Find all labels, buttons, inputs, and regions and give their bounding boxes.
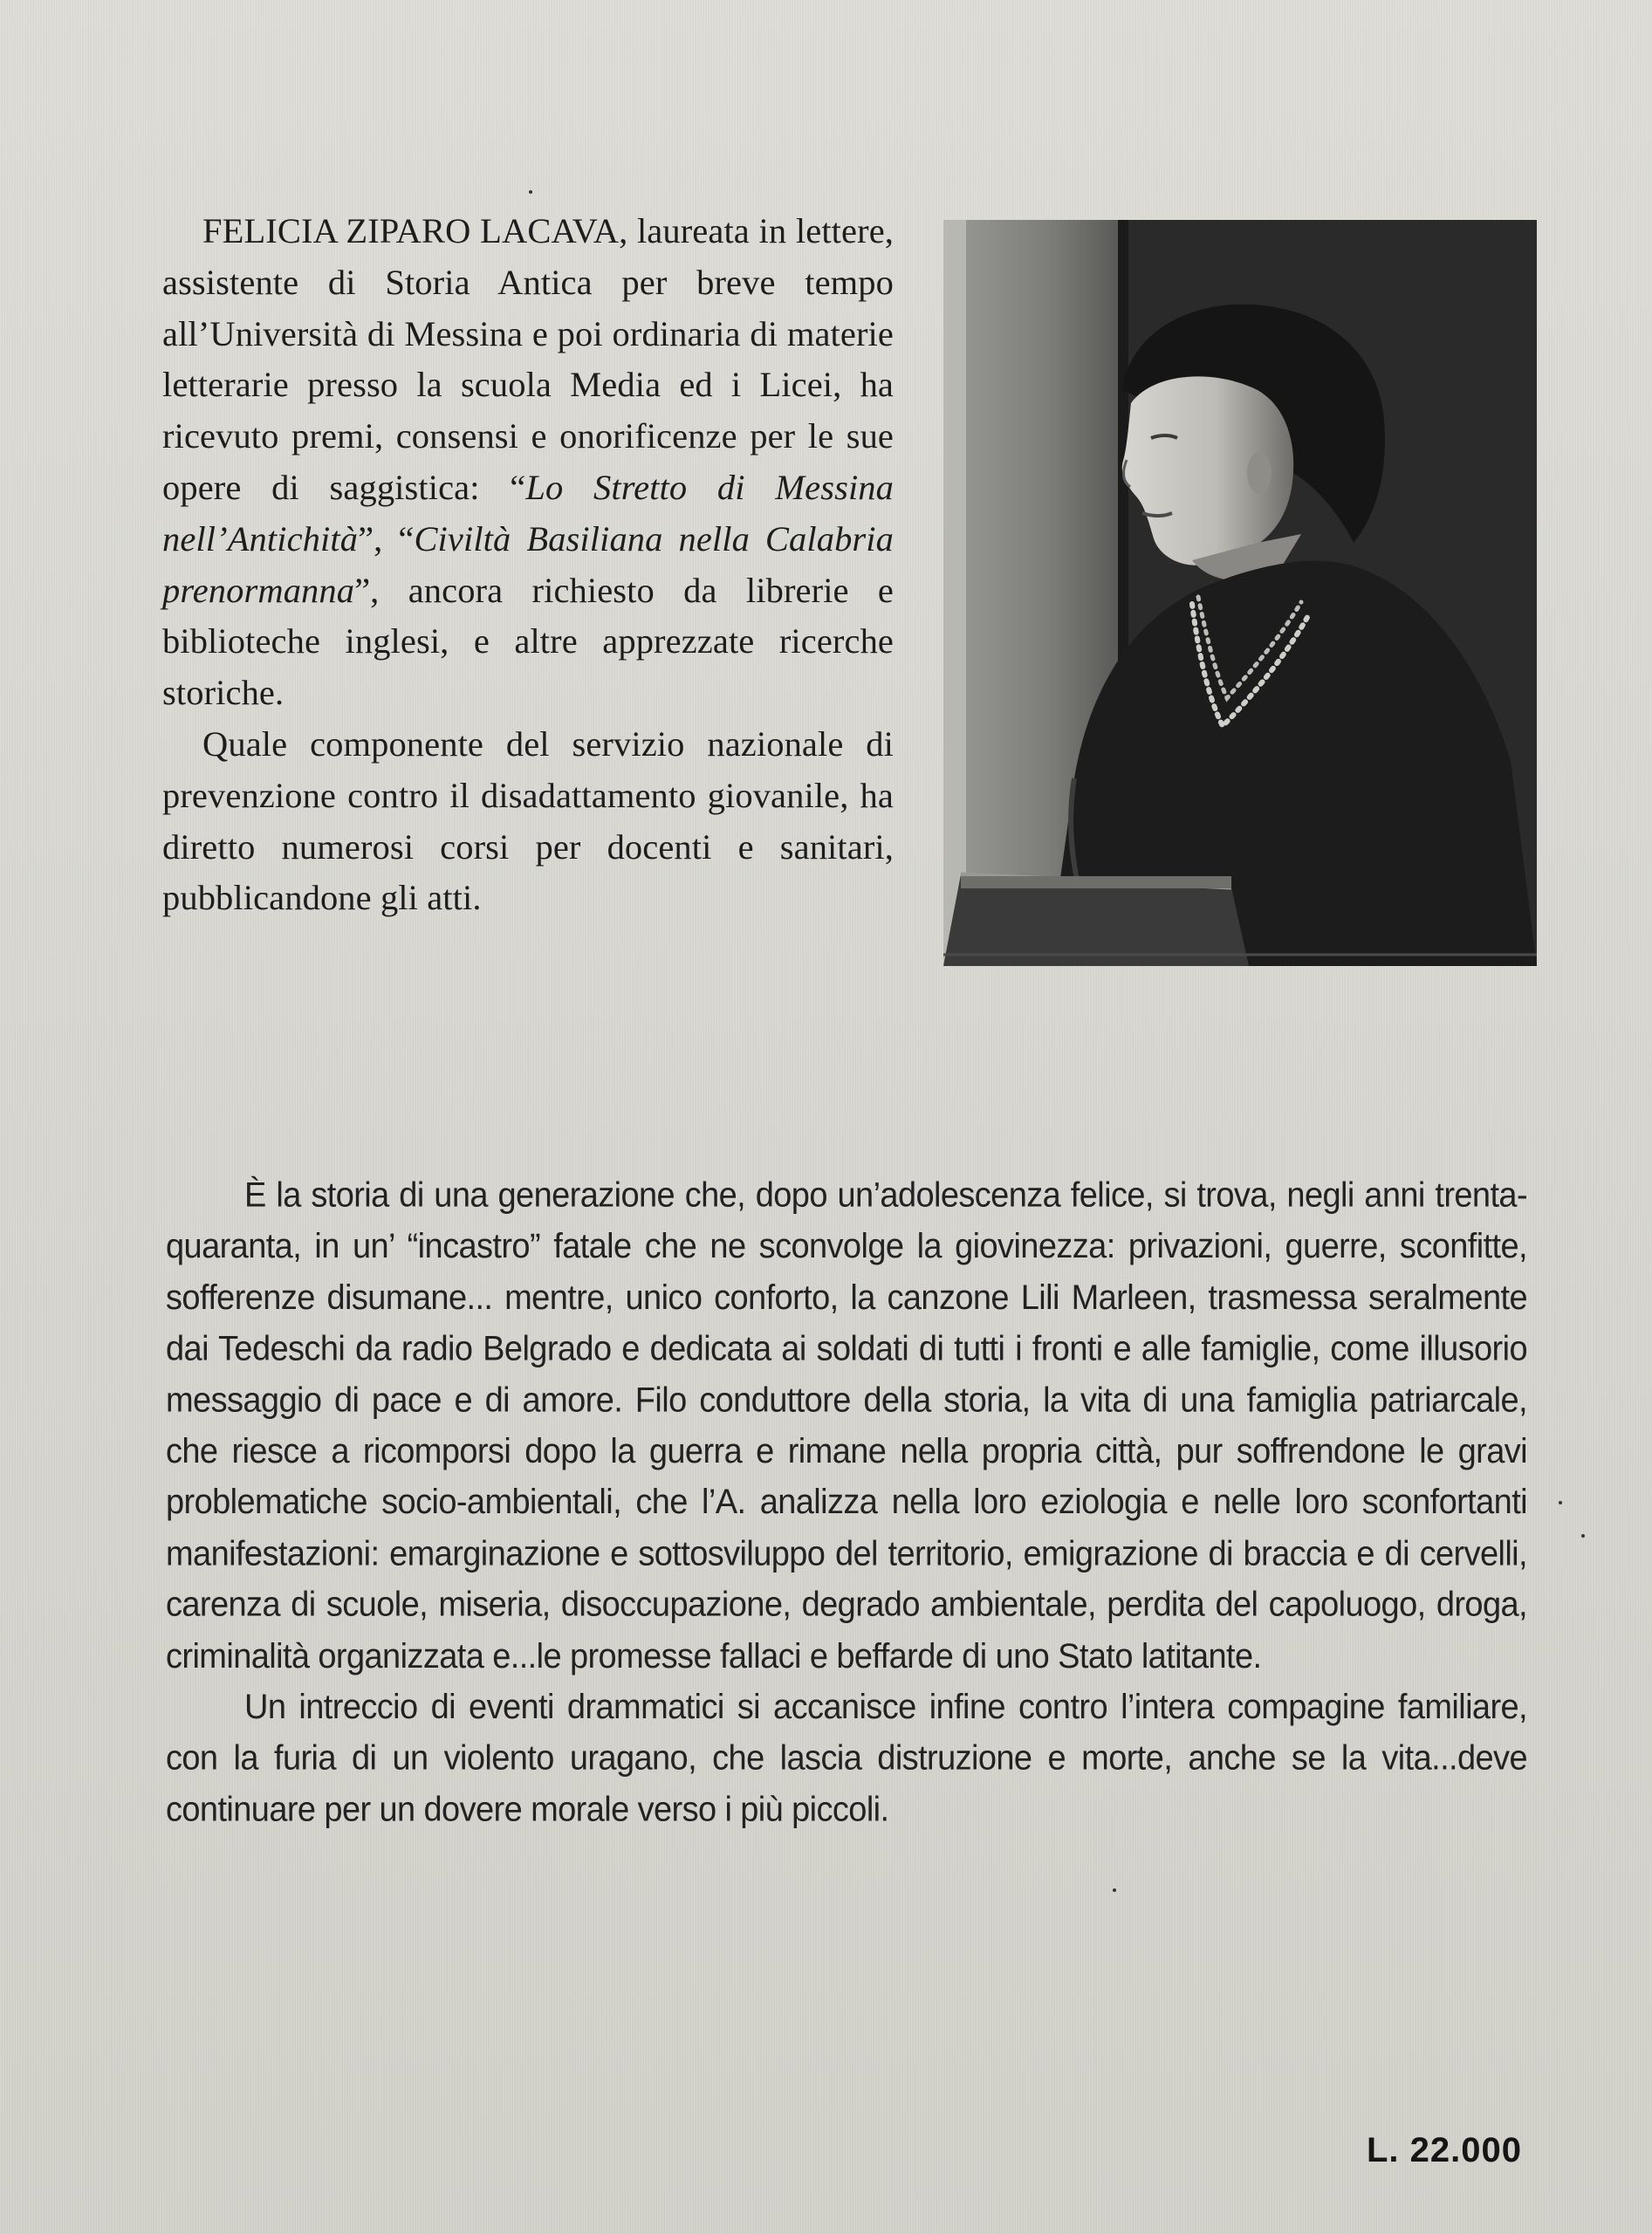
synopsis-paragraph-1: È la storia di una generazione che, dopo un’adolescenza felice, si trova, negli anni trenta-quaranta, in un’ “incastro” fatale che ne sconvolge la giovinezza: privazioni, guerre, sconfitte, sofferenze disumane... mentre, unico conforto, la canzone Lili Marleen, trasmessa seralmente dai Tedeschi da radio Belgrado e dedicata ai soldati di tutti i fronti e alle famiglie, come illusorio messaggio di pace e di amore. Filo conduttore della storia, la vita di una famiglia patriarcale, che riesce a ricomporsi dopo la guerra e rimane nella propria città, pur soffrendone le gravi problematiche socio-ambientali, che l’A. analizza nella loro eziologia e nelle loro sconfortanti manifestazioni: emarginazione e sottosviluppo del territorio, emigrazione di braccia e di cervelli, carenza di scuole, miseria, disoccupazione, degrado ambientale, perdita del capoluogo, droga, criminalità organizzata e...le promesse fallaci e beffarde di uno Stato latitante.	[166, 1176, 1527, 1676]
print-speck	[529, 190, 532, 194]
author-bio	[162, 206, 894, 924]
book-title-2: Civiltà Basiliana nella Calabria prenormanna	[162, 518, 894, 610]
print-speck	[1113, 1888, 1116, 1892]
author-name: FELICIA ZIPARO LACAVA	[202, 211, 620, 250]
author-portrait-icon	[943, 220, 1537, 966]
bio-text-c: ”, ancora richiesto da librerie e biblioteche inglesi, e altre apprezzate ricerche storiche.	[162, 570, 894, 713]
print-speck	[1559, 1501, 1562, 1504]
bio-paragraph-2: Quale componente del servizio nazionale di prevenzione contro il disadattamento giovanile, ha diretto numerosi corsi per docenti e sanitari, pubblicandone gli atti.	[162, 723, 894, 918]
synopsis-paragraph-2: Un intreccio di eventi drammatici si accanisce infine contro l’intera compagine familiare, con la furia di un violento uragano, che lascia distruzione e morte, anche se la vita...deve continuare per un dovere morale verso i più piccoli.	[166, 1688, 1527, 1829]
book-title-1: Lo Stretto di Messina nell’Antichità	[162, 467, 894, 558]
bio-text-b: ”, “	[358, 518, 415, 558]
price-label: L. 22.000	[1367, 2131, 1523, 2169]
author-photo	[943, 220, 1537, 966]
bio-text-a: , laureata in lettere, assistente di Storia Antica per breve tempo all’Università di Messina e poi ordinaria di materie letterarie presso la scuola Media ed i Licei, ha ricevuto premi, consensi e onorificenze per le sue opere di saggistica: “	[162, 211, 894, 507]
bio-paragraph-1	[162, 206, 894, 719]
print-speck	[1581, 1534, 1585, 1538]
synopsis	[166, 1170, 1527, 1836]
